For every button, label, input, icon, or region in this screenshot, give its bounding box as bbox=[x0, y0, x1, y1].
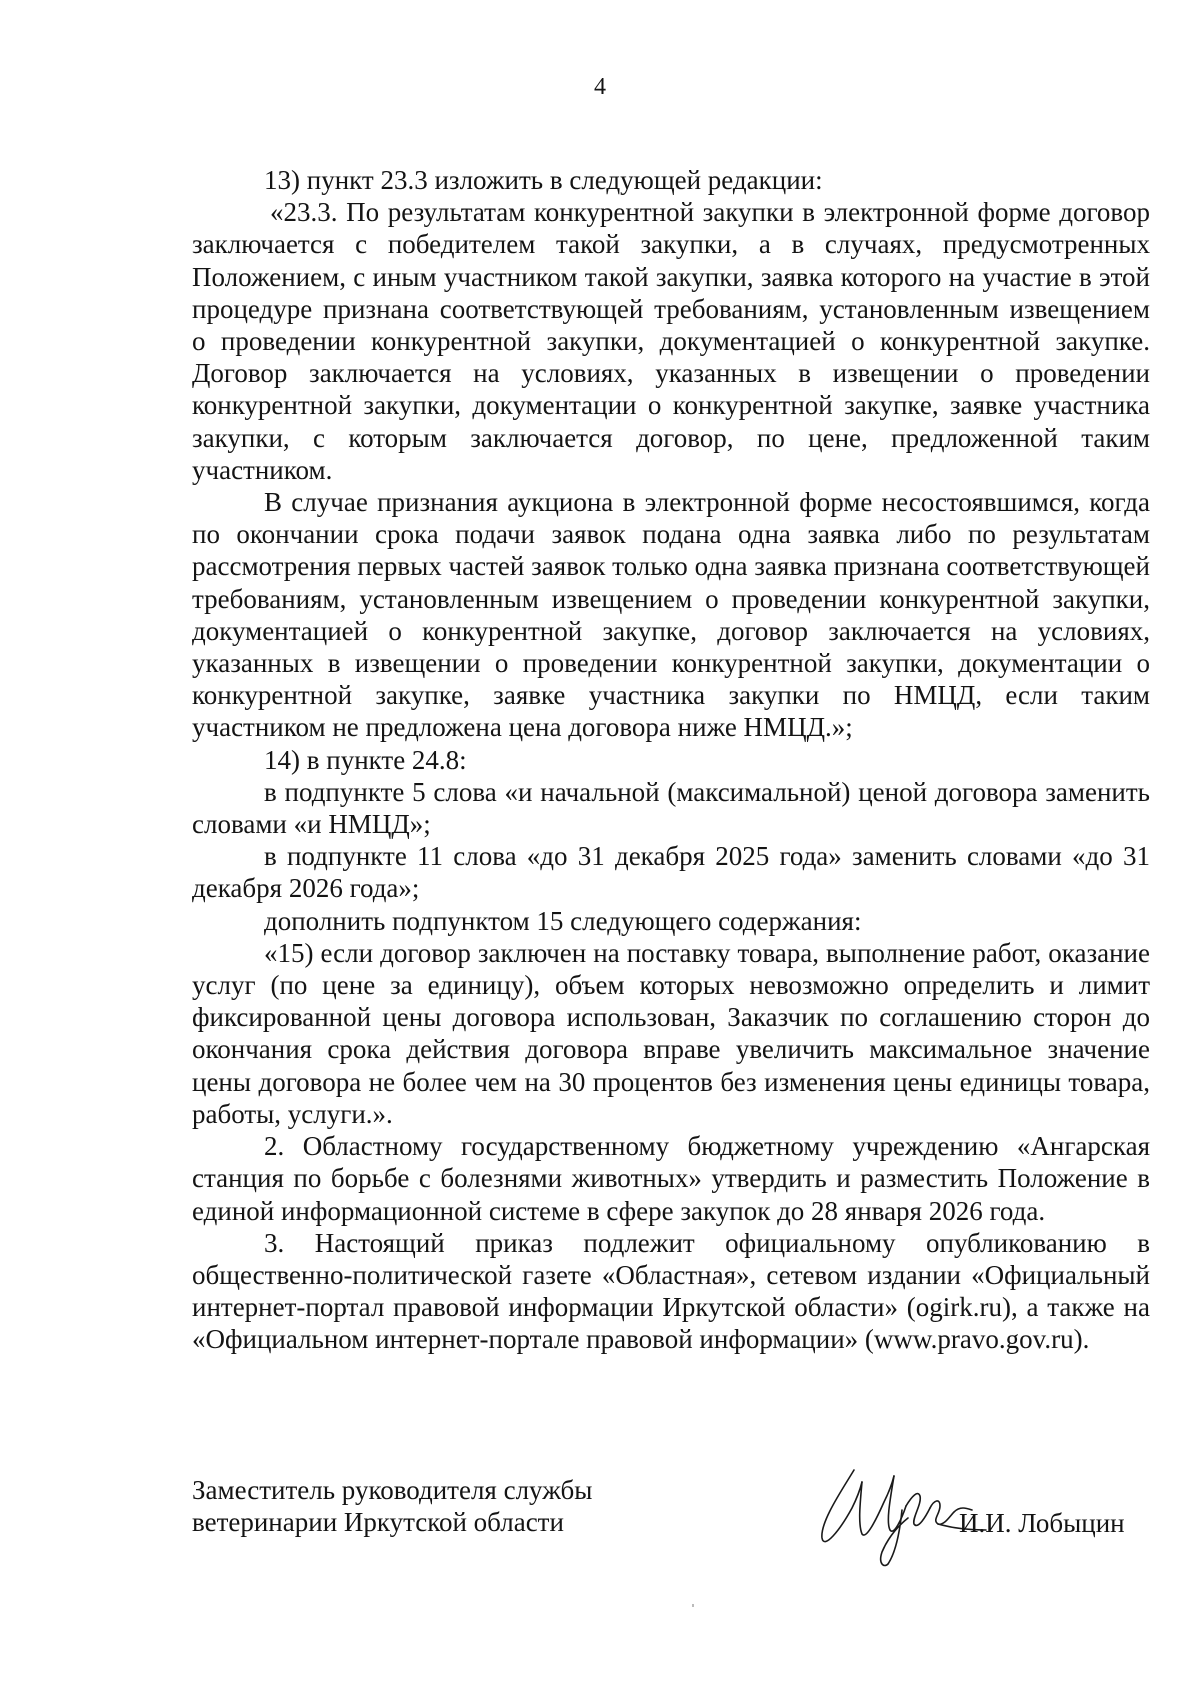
signer-position-line-1: Заместитель руководителя службы bbox=[192, 1475, 593, 1505]
signer-position bbox=[192, 1474, 712, 1538]
paragraph-add-subitem-15: дополнить подпунктом 15 следующего содержания: bbox=[264, 905, 862, 936]
paragraph-item-14: 14) в пункте 24.8: bbox=[264, 744, 467, 775]
paragraph-subitem-11: в подпункте 11 слова «до 31 декабря 2025 года» заменить словами «до 31 декабря 2026 года»; bbox=[192, 841, 1150, 904]
paragraph-subitem-5: в подпункте 5 слова «и начальной (максимальной) ценой договора заменить словами «и НМЦД»; bbox=[192, 776, 1150, 840]
document-body bbox=[192, 164, 1150, 1356]
paragraph-section-2: 2. Областному государственному бюджетному учреждению «Ангарская станция по борьбе с болезнями животных» утвердить и разместить Положение в единой информационной системе в сфере закупок до 28 января 2026 года. bbox=[192, 1131, 1150, 1226]
paragraph-quote-23-3: «23.3. По результатам конкурентной закупки в электронной форме договор заключается с победителем такой закупки, а в случаях, предусмотренных Положением, с иным участником такой закупки, заявка которого на участие в этой процедуре признана соответствующей требованиям, установленным извещением о проведении конкурентной закупки, документацией о конкурентной закупке. Договор заключается на условиях, указанных в извещении о проведении конкурентной закупки, документации о конкурентной закупке, заявке участника закупки, с которым заключается договор, по цене, предложенной таким участником. bbox=[192, 197, 1150, 485]
paragraph-item-13: 13) пункт 23.3 изложить в следующей редакции: bbox=[264, 165, 823, 195]
page-number: 4 bbox=[594, 74, 606, 100]
paragraph-subitem-15-text: «15) если договор заключен на поставку товара, выполнение работ, оказание услуг (по цене за единицу), объем которых невозможно определить и лимит фиксированной цены договора использован, Заказчик по соглашению сторон до окончания срока действия договора вправе увеличить максимальное значение цены договора не более чем на 30 процентов без изменения цены единицы товара, работы, услуги.». bbox=[192, 937, 1150, 1129]
signature-block bbox=[192, 1474, 1150, 1594]
signer-position-line-2: ветеринарии Иркутской области bbox=[192, 1507, 564, 1538]
paragraph-auction-case: В случае признания аукциона в электронной форме несостоявшимся, когда по окончании срока подачи заявок подана одна заявка либо по результатам рассмотрения первых частей заявок только одна заявка признана соответствующей требованиям, установленным извещением о проведении конкурентной закупки, документацией о конкурентной закупке, договор заключается на условиях, указанных в извещении о проведении конкурентной закупки, документации о конкурентной закупке, заявке участника закупки по НМЦД, если таким участником не предложена цена договора ниже НМЦД.»; bbox=[192, 487, 1150, 743]
signer-name: И.И. Лобыцин bbox=[959, 1508, 1125, 1538]
paragraph-section-3: 3. Настоящий приказ подлежит официальному опубликованию в общественно-политической газете «Областная», сетевом издании «Официальный интернет-портал правовой информации Иркутской области» (ogirk.ru), а также на «Официальном интернет-портале правовой информации» (www.pravo.gov.ru). bbox=[192, 1227, 1150, 1355]
scan-artifact-dot bbox=[692, 1604, 694, 1607]
